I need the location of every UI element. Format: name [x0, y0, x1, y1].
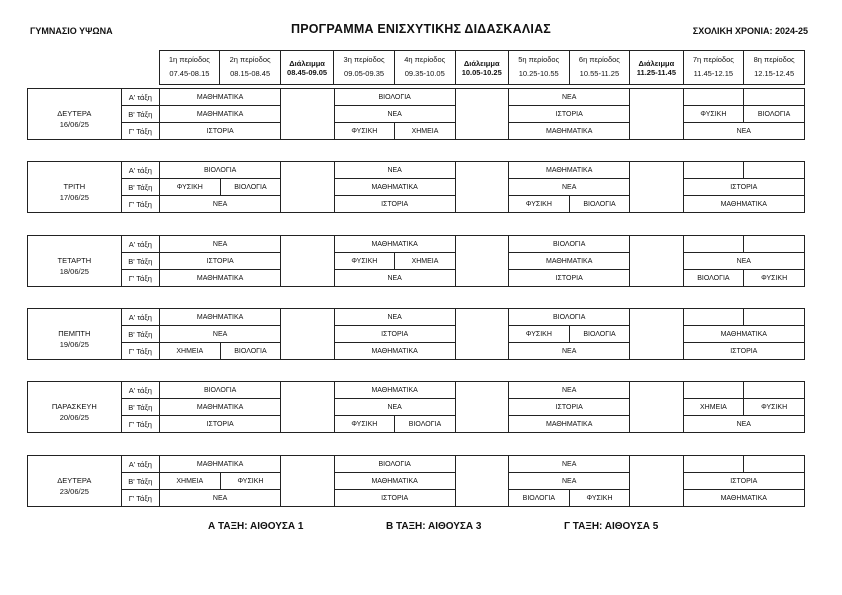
break-cell: [630, 179, 683, 196]
period-label: 7η περίοδος: [692, 55, 734, 65]
period-time: 09.05-09.35: [344, 69, 385, 78]
subject-cell: [744, 236, 805, 253]
page-title: ΠΡΟΓΡΑΜΜΑ ΕΝΙΣΧΥΤΙΚΗΣ ΔΙΔΑΣΚΑΛΙΑΣ: [290, 22, 551, 36]
class-row: [28, 162, 805, 179]
header-table: [27, 50, 805, 85]
break-cell: [630, 196, 683, 213]
day-cell: [28, 456, 122, 507]
break-cell: [455, 399, 508, 416]
period-label: 4η περίοδος: [404, 55, 446, 65]
day-date: 20/06/25: [59, 413, 89, 422]
school-year: ΣΧΟΛΙΚΗ ΧΡΟΝΙΑ: 2024-25: [692, 26, 808, 36]
subject-cell: [744, 382, 805, 399]
break-label: Διάλειμμα: [638, 58, 675, 68]
break-cell: [455, 179, 508, 196]
subject-cell: ΝΕΑ: [683, 123, 804, 140]
period-header: [508, 51, 569, 85]
break-cell: [281, 236, 334, 253]
class-label: Α' τάξη: [121, 382, 159, 399]
subject-cell: ΙΣΤΟΡΙΑ: [334, 196, 455, 213]
break-cell: [281, 253, 334, 270]
period-label: 5η περίοδος: [518, 55, 560, 65]
subject-cell: [683, 236, 744, 253]
subject-cell: ΦΥΣΙΚΗ: [334, 416, 395, 433]
day-cell: [28, 89, 122, 140]
day-date: 19/06/25: [59, 340, 89, 349]
class-label: Α' τάξη: [121, 309, 159, 326]
class-row: [28, 270, 805, 287]
class-row: [28, 89, 805, 106]
break-time: 11.25-11.45: [636, 67, 676, 77]
subject-cell: ΜΑΘΗΜΑΤΙΚΑ: [334, 236, 455, 253]
break-cell: [630, 270, 683, 287]
subject-cell: [744, 162, 805, 179]
class-row: [28, 456, 805, 473]
subject-cell: [744, 456, 805, 473]
day-name: ΤΡΙΤΗ: [63, 181, 86, 191]
subject-cell: ΒΙΟΛΟΓΙΑ: [569, 196, 630, 213]
break-cell: [630, 253, 683, 270]
subject-cell: [683, 456, 744, 473]
subject-cell: ΦΥΣΙΚΗ: [334, 123, 395, 140]
break-cell: [630, 89, 683, 106]
period-time: 10.55-11.25: [579, 69, 620, 78]
class-row: [28, 253, 805, 270]
day-date: 16/06/25: [59, 120, 89, 129]
subject-cell: ΧΗΜΕΙΑ: [395, 123, 456, 140]
class-row: [28, 416, 805, 433]
period-header: [394, 51, 455, 85]
subject-cell: ΦΥΣΙΚΗ: [683, 106, 744, 123]
break-cell: [281, 106, 334, 123]
subject-cell: ΙΣΤΟΡΙΑ: [509, 270, 630, 287]
break-cell: [630, 236, 683, 253]
day-date: 17/06/25: [59, 193, 89, 202]
break-cell: [281, 473, 334, 490]
subject-cell: ΙΣΤΟΡΙΑ: [683, 343, 804, 360]
period-label: 1η περίοδος: [168, 55, 210, 65]
subject-cell: ΒΙΟΛΟΓΙΑ: [159, 162, 280, 179]
day-cell: [28, 162, 122, 213]
period-time: 07.45-08.15: [169, 69, 210, 78]
class-label: Β' Τάξη: [121, 179, 159, 196]
break-cell: [455, 473, 508, 490]
subject-cell: ΜΑΘΗΜΑΤΙΚΑ: [509, 416, 630, 433]
period-time: 11.45-12.15: [693, 69, 734, 78]
subject-cell: ΜΑΘΗΜΑΤΙΚΑ: [683, 490, 804, 507]
subject-cell: ΜΑΘΗΜΑΤΙΚΑ: [683, 326, 804, 343]
subject-cell: ΝΕΑ: [159, 236, 280, 253]
break-cell: [281, 343, 334, 360]
break-cell: [455, 162, 508, 179]
subject-cell: ΝΕΑ: [159, 490, 280, 507]
subject-cell: ΦΥΣΙΚΗ: [509, 326, 570, 343]
class-label: Α' τάξη: [121, 456, 159, 473]
classroom-c: Γ ΤΑΞΗ: ΑΙΘΟΥΣΑ 5: [564, 521, 659, 532]
subject-cell: ΒΙΟΛΟΓΙΑ: [220, 343, 281, 360]
subject-cell: ΝΕΑ: [159, 326, 280, 343]
break-cell: [281, 382, 334, 399]
period-label: 6η περίοδος: [578, 55, 620, 65]
period-time: 12.15-12.45: [754, 69, 795, 78]
subject-cell: ΙΣΤΟΡΙΑ: [683, 179, 804, 196]
class-row: [28, 343, 805, 360]
class-label: Β' Τάξη: [121, 253, 159, 270]
subject-cell: ΙΣΤΟΡΙΑ: [159, 253, 280, 270]
break-cell: [455, 253, 508, 270]
break-cell: [455, 270, 508, 287]
break-header: [280, 51, 333, 85]
break-cell: [455, 490, 508, 507]
break-cell: [630, 416, 683, 433]
subject-cell: ΜΑΘΗΜΑΤΙΚΑ: [159, 106, 280, 123]
break-cell: [630, 326, 683, 343]
subject-cell: ΝΕΑ: [334, 270, 455, 287]
subject-cell: ΝΕΑ: [509, 179, 630, 196]
subject-cell: [683, 89, 744, 106]
break-time: 10.05-10.25: [461, 67, 502, 77]
subject-cell: [744, 309, 805, 326]
class-label: Β' Τάξη: [121, 473, 159, 490]
day-block: [27, 88, 805, 140]
subject-cell: ΜΑΘΗΜΑΤΙΚΑ: [509, 253, 630, 270]
class-row: [28, 236, 805, 253]
subject-cell: ΒΙΟΛΟΓΙΑ: [395, 416, 456, 433]
break-label: Διάλειμμα: [463, 58, 500, 68]
class-label: Γ' Τάξη: [121, 196, 159, 213]
subject-cell: [683, 382, 744, 399]
break-cell: [630, 382, 683, 399]
period-time: 09.35-10.05: [404, 69, 445, 78]
subject-cell: ΦΥΣΙΚΗ: [509, 196, 570, 213]
subject-cell: ΜΑΘΗΜΑΤΙΚΑ: [683, 196, 804, 213]
subject-cell: ΝΕΑ: [334, 309, 455, 326]
class-label: Β' Τάξη: [121, 106, 159, 123]
subject-cell: ΙΣΤΟΡΙΑ: [334, 326, 455, 343]
day-block: [27, 308, 805, 360]
break-cell: [281, 162, 334, 179]
class-row: [28, 123, 805, 140]
break-header: [455, 51, 508, 85]
classroom-a: Α ΤΑΞΗ: ΑΙΘΟΥΣΑ 1: [208, 521, 304, 532]
break-time: 08.45-09.05: [287, 67, 328, 77]
break-cell: [455, 456, 508, 473]
day-block: [27, 161, 805, 213]
subject-cell: ΦΥΣΙΚΗ: [744, 270, 805, 287]
break-cell: [630, 123, 683, 140]
day-cell: [28, 236, 122, 287]
subject-cell: ΝΕΑ: [683, 253, 804, 270]
break-cell: [281, 456, 334, 473]
subject-cell: ΦΥΣΙΚΗ: [159, 179, 220, 196]
period-header: [683, 51, 744, 85]
subject-cell: ΦΥΣΙΚΗ: [744, 399, 805, 416]
break-cell: [281, 326, 334, 343]
period-header: [569, 51, 630, 85]
subject-cell: ΧΗΜΕΙΑ: [159, 473, 220, 490]
subject-cell: ΧΗΜΕΙΑ: [159, 343, 220, 360]
class-label: Γ' Τάξη: [121, 490, 159, 507]
subject-cell: ΙΣΤΟΡΙΑ: [159, 123, 280, 140]
class-label: Α' τάξη: [121, 236, 159, 253]
subject-cell: [744, 89, 805, 106]
subject-cell: ΒΙΟΛΟΓΙΑ: [220, 179, 281, 196]
class-row: [28, 382, 805, 399]
subject-cell: ΜΑΘΗΜΑΤΙΚΑ: [334, 382, 455, 399]
day-block: [27, 235, 805, 287]
break-cell: [281, 196, 334, 213]
subject-cell: ΦΥΣΙΚΗ: [220, 473, 281, 490]
break-cell: [630, 456, 683, 473]
subject-cell: ΧΗΜΕΙΑ: [683, 399, 744, 416]
class-row: [28, 490, 805, 507]
subject-cell: ΜΑΘΗΜΑΤΙΚΑ: [159, 399, 280, 416]
class-row: [28, 106, 805, 123]
subject-cell: ΒΙΟΛΟΓΙΑ: [509, 490, 570, 507]
break-cell: [455, 382, 508, 399]
break-cell: [455, 123, 508, 140]
subject-cell: ΝΕΑ: [334, 399, 455, 416]
break-cell: [455, 196, 508, 213]
subject-cell: ΜΑΘΗΜΑΤΙΚΑ: [159, 309, 280, 326]
subject-cell: ΝΕΑ: [509, 473, 630, 490]
subject-cell: ΝΕΑ: [509, 89, 630, 106]
day-date: 23/06/25: [59, 487, 89, 496]
class-label: Α' τάξη: [121, 89, 159, 106]
break-cell: [630, 473, 683, 490]
school-name: ΓΥΜΝΑΣΙΟ ΥΨΩΝΑ: [30, 26, 113, 36]
subject-cell: ΜΑΘΗΜΑΤΙΚΑ: [334, 473, 455, 490]
class-row: [28, 196, 805, 213]
period-header: [744, 51, 805, 85]
subject-cell: ΙΣΤΟΡΙΑ: [509, 399, 630, 416]
break-cell: [281, 89, 334, 106]
break-cell: [630, 343, 683, 360]
break-cell: [281, 309, 334, 326]
break-cell: [455, 326, 508, 343]
subject-cell: ΜΑΘΗΜΑΤΙΚΑ: [509, 162, 630, 179]
subject-cell: ΜΑΘΗΜΑΤΙΚΑ: [334, 179, 455, 196]
class-label: Γ' Τάξη: [121, 416, 159, 433]
subject-cell: ΝΕΑ: [334, 106, 455, 123]
period-header: [159, 51, 220, 85]
subject-cell: ΝΕΑ: [509, 456, 630, 473]
subject-cell: ΦΥΣΙΚΗ: [334, 253, 395, 270]
break-cell: [630, 106, 683, 123]
break-cell: [281, 179, 334, 196]
class-label: Γ' Τάξη: [121, 270, 159, 287]
break-cell: [455, 309, 508, 326]
subject-cell: ΙΣΤΟΡΙΑ: [683, 473, 804, 490]
day-block: [27, 381, 805, 433]
subject-cell: ΝΕΑ: [509, 343, 630, 360]
subject-cell: ΒΙΟΛΟΓΙΑ: [569, 326, 630, 343]
classroom-b: Β ΤΑΞΗ: ΑΙΘΟΥΣΑ 3: [386, 521, 482, 532]
subject-cell: ΝΕΑ: [509, 382, 630, 399]
day-cell: [28, 309, 122, 360]
subject-cell: ΒΙΟΛΟΓΙΑ: [683, 270, 744, 287]
period-time: 08.15-08.45: [230, 69, 271, 78]
day-name: ΔΕΥΤΕΡΑ: [57, 475, 92, 485]
break-cell: [281, 416, 334, 433]
break-cell: [281, 490, 334, 507]
period-time: 10.25-10.55: [518, 69, 559, 78]
break-cell: [630, 490, 683, 507]
class-label: Γ' Τάξη: [121, 343, 159, 360]
class-row: [28, 309, 805, 326]
period-label: 3η περίοδος: [343, 55, 385, 65]
period-label: 2η περίοδος: [229, 55, 271, 65]
class-label: Β' Τάξη: [121, 326, 159, 343]
class-label: Α' τάξη: [121, 162, 159, 179]
subject-cell: ΝΕΑ: [683, 416, 804, 433]
class-row: [28, 326, 805, 343]
day-name: ΔΕΥΤΕΡΑ: [57, 108, 92, 118]
day-block: [27, 455, 805, 507]
subject-cell: ΜΑΘΗΜΑΤΙΚΑ: [334, 343, 455, 360]
break-cell: [455, 416, 508, 433]
break-cell: [281, 399, 334, 416]
class-row: [28, 473, 805, 490]
class-label: Γ' Τάξη: [121, 123, 159, 140]
class-row: [28, 179, 805, 196]
subject-cell: ΜΑΘΗΜΑΤΙΚΑ: [159, 456, 280, 473]
subject-cell: ΙΣΤΟΡΙΑ: [334, 490, 455, 507]
break-cell: [455, 106, 508, 123]
subject-cell: ΝΕΑ: [159, 196, 280, 213]
break-cell: [281, 123, 334, 140]
break-cell: [281, 270, 334, 287]
subject-cell: ΙΣΤΟΡΙΑ: [509, 106, 630, 123]
subject-cell: ΒΙΟΛΟΓΙΑ: [509, 309, 630, 326]
break-cell: [455, 343, 508, 360]
day-name: ΠΑΡΑΣΚΕΥΗ: [51, 401, 97, 411]
break-cell: [455, 89, 508, 106]
subject-cell: ΒΙΟΛΟΓΙΑ: [159, 382, 280, 399]
subject-cell: ΜΑΘΗΜΑΤΙΚΑ: [159, 89, 280, 106]
class-row: [28, 399, 805, 416]
period-header: [334, 51, 395, 85]
subject-cell: [683, 162, 744, 179]
day-date: 18/06/25: [59, 267, 89, 276]
subject-cell: [683, 309, 744, 326]
day-name: ΠΕΜΠΤΗ: [58, 328, 91, 338]
subject-cell: ΝΕΑ: [334, 162, 455, 179]
subject-cell: ΒΙΟΛΟΓΙΑ: [509, 236, 630, 253]
day-name: ΤΕΤΑΡΤΗ: [57, 255, 92, 265]
period-header: [220, 51, 281, 85]
subject-cell: ΜΑΘΗΜΑΤΙΚΑ: [159, 270, 280, 287]
subject-cell: ΙΣΤΟΡΙΑ: [159, 416, 280, 433]
subject-cell: ΧΗΜΕΙΑ: [395, 253, 456, 270]
break-label: Διάλειμμα: [289, 58, 325, 68]
subject-cell: ΒΙΟΛΟΓΙΑ: [334, 89, 455, 106]
subject-cell: ΦΥΣΙΚΗ: [569, 490, 630, 507]
period-label: 8η περίοδος: [753, 55, 795, 65]
subject-cell: ΜΑΘΗΜΑΤΙΚΑ: [509, 123, 630, 140]
day-cell: [28, 382, 122, 433]
break-header: [630, 51, 683, 85]
break-cell: [630, 162, 683, 179]
class-label: Β' Τάξη: [121, 399, 159, 416]
break-cell: [630, 399, 683, 416]
break-cell: [630, 309, 683, 326]
subject-cell: ΒΙΟΛΟΓΙΑ: [744, 106, 805, 123]
subject-cell: ΒΙΟΛΟΓΙΑ: [334, 456, 455, 473]
break-cell: [455, 236, 508, 253]
